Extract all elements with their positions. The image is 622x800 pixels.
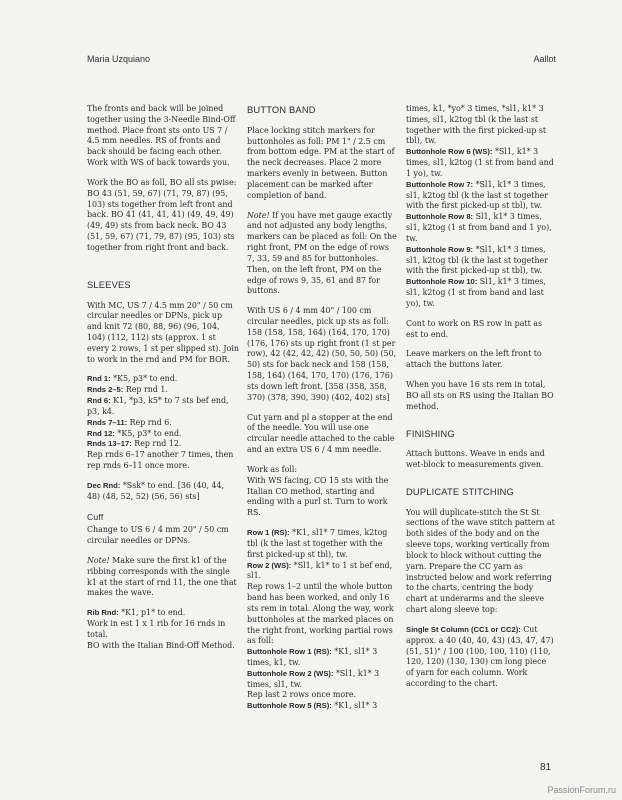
page-number: 81 (540, 762, 552, 773)
pattern-title: Aallot (533, 54, 556, 64)
section-heading-finishing: FINISHING (406, 428, 455, 439)
section-heading-sleeves: SLEEVES (87, 279, 131, 290)
watermark: PassionForum.ru (547, 785, 616, 795)
note: Note! Make sure the first k1 of the ribbing corresponds with the single k1 at the start of rnd 11, the one that makes the wave. (87, 556, 237, 598)
buttonhole-rows: times, k1, *yo* 3 times, *sl1, k1* 3 times, sl1, k2tog tbl (k the last st together with the first picked-up st tbl), tw. Buttonhole Row 6 (WS): *Sl1, k1* 3 times, sl1, k2tog (1 st from band and 1 yo), tw. Buttonhole Row 7: *Sl1, k1* 3 times, sl1, k2tog tbl (k the last st together with the first picked-up st tbl), tw. Buttonhole Row 8: Sl1, k1* 3 times, sl1, k2tog (1 st from band and 1 yo), tw. Buttonhole Row 9: *Sl1, k1* 3 times, sl1, k2tog tbl (k the last st together with the first picked-up st tbl), tw. Buttonhole Row 10: Sl1, k1* 3 times, sl1, k2tog (1 st from band and last yo), tw. (406, 104, 554, 308)
paragraph: With US 6 / 4 mm 40" / 100 cm circular needles, pick up sts as foll: 158 (158, 158, 164) (164, 170, 170) (176, 176) sts up right front (1 st per row), 42 (42, 42, 42) (50, 50, 50) (50, 50) sts for back neck and 158 (158, 158, 164) (164, 170, 170) (176, 176) sts down left front. [358 (358, 358, 370) (378, 390, 390) (402, 402) sts] (247, 306, 397, 402)
column-3 (406, 104, 556, 699)
rib-round: Rib Rnd: *K1, p1* to end. Work in est 1 x 1 rib for 16 rnds in total. BO with the Italian Bind-Off Method. (87, 608, 235, 650)
paragraph: Cut yarn and pl a stopper at the end of the needle. You will use one circular needle attached to the cable and an extra US 6 / 4 mm needle. (247, 412, 395, 455)
subheading-cuff: Cuff (87, 511, 104, 522)
note: Note! If you have met gauge exactly and not adjusted any body lengths, markers can be placed as foll: On the right front, PM on the edge of rows 7, 33, 59 and 85 for buttonholes. Then, on the left front, PM on the edge of rows 9, 35, 61 and 87 for buttons. (247, 210, 397, 296)
paragraph: Work as foll: With WS facing, CO 15 sts with the Italian CO method, starting and ending with a purl st. Turn to work RS. (247, 464, 389, 518)
paragraph: Work the BO as foll, BO all sts pwise: BO 43 (51, 59, 67) (71, 79, 87) (95, 103) sts together from left front and back. BO 41 (41, 41, 41) (49, 49, 49) (49, 49) sts from back neck. BO 43 (51, 59, 67) (71, 79, 87) (95, 103) sts together from right front and back. (87, 177, 237, 252)
paragraph: When you have 16 sts rem in total, BO all sts on RS using the Italian BO method. (406, 380, 554, 411)
single-st-column: Single St Column (CC1 or CC2): Cut approx. a 40 (40, 40, 43) (43, 47, 47) (51, 51)" / 100 (100, 100, 110) (110, 120, 120) (130, 130) cm long piece of yarn for each column. Work according to the chart. (406, 624, 554, 689)
column-2 (247, 104, 397, 721)
section-heading-duplicate-stitching: DUPLICATE STITCHING (406, 486, 514, 497)
paragraph: Leave markers on the left front to attach the buttons later. (406, 349, 542, 370)
column-1 (87, 104, 239, 661)
section-heading-button-band: BUTTON BAND (247, 105, 316, 115)
paragraph: With MC, US 7 / 4.5 mm 20" / 50 cm circular needles or DPNs, pick up and knit 72 (80, 88, 96) (96, 104, 104) (112, 112) sts (approx. 1 st every 2 rows, 1 st per slipped st). Join to work in the rnd and PM for BOR. (87, 300, 239, 364)
round-list: Rnd 1: *K5, p3* to end. Rnds 2–5: Rep rnd 1. Rnd 6: K1, *p3, k5* to 7 sts bef end, p3, k4. Rnds 7–11: Rep rnd 6. Rnd 12: *K5, p3* to end. Rnds 13–17: Rep rnd 12. Rep rnds 6–17 another 7 times, then rep rnds 6–11 once more. (87, 374, 234, 471)
paragraph: Attach buttons. Weave in ends and wet-block to measurements given. (406, 449, 545, 470)
paragraph: The fronts and back will be joined together using the 3-Needle Bind-Off method. Place front sts onto US 7 / 4.5 mm needles. RS of fronts and back should be facing each other. Work with WS of back towards you. (87, 104, 236, 168)
author-name: Maria Uzquiano (87, 54, 151, 64)
paragraph: Change to US 6 / 4 mm 20" / 50 cm circular needles or DPNs. (87, 525, 229, 546)
row-instructions: Row 1 (RS): *K1, sl1* 7 times, k2tog tbl (k the last st together with the first picked-up st tbl), tw. Row 2 (WS): *Sl1, k1* to 1 st bef end, sl1. Rep rows 1–2 until the whole button band has been worked, and only 16 sts rem in total. Along the way, work buttonholes at the marked places on the right front, working partial rows as foll: Buttonhole Row 1 (RS): *K1, sl1* 3 times, k1, tw. Buttonhole Row 2 (WS): *Sl1, k1* 3 times, sl1, tw. Rep last 2 rows once more. Buttonhole Row 5 (RS): *K1, sl1* 3 (247, 528, 394, 711)
paragraph: You will duplicate-stitch the St St sections of the wave stitch pattern at both sides of the body and on the sleeve tops, working vertically from block to block without cutting the yarn. Prepare the CC yarn as instructed below and work referring to the charts, centring the body chart at underarms and the sleeve chart along sleeve top: (406, 507, 555, 615)
paragraph: Cont to work on RS row in patt as est to end. (406, 318, 542, 339)
paragraph: Place locking stitch markers for buttonholes as foll: PM 1" / 2.5 cm from bottom edge. PM at the start of the neck decreases. Place 2 more markers evenly in between. Button placement can be marked after completion of band. (247, 125, 395, 200)
dec-round: Dec Rnd: *Ssk* to end. [36 (40, 44, 48) (48, 52, 52) (56, 56) sts] (87, 480, 225, 501)
